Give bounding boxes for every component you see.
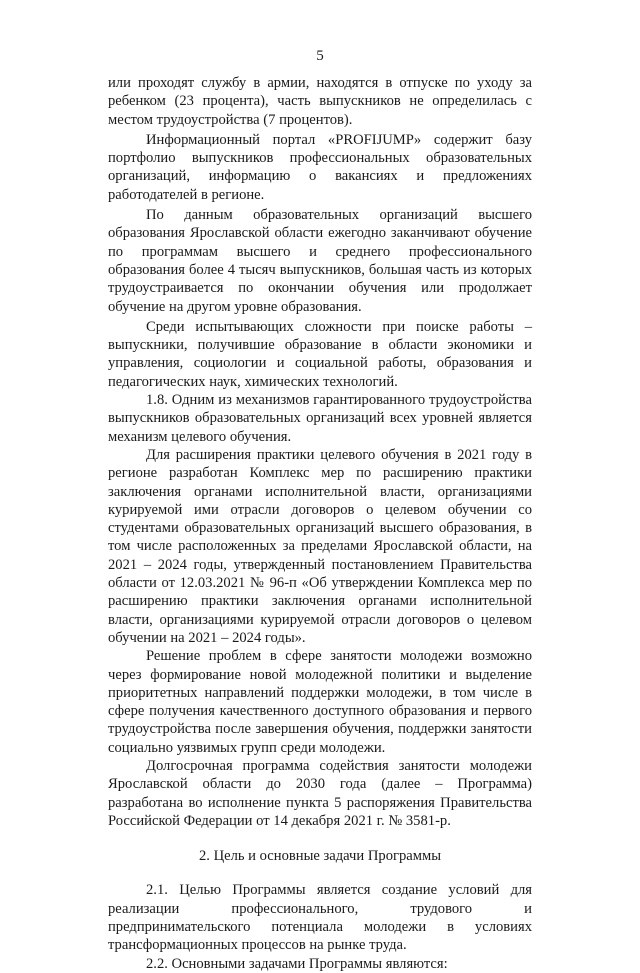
paragraph-higher-education: По данным образовательных организаций высшего образования Ярославской области ежегодно заканчивают обучение по программам высшего и среднего профессионального образования более 4 тысяч выпускников, большая часть из которых трудоустраивается по окончании обучения или продолжает обучение на другом уровне образования.	[108, 207, 532, 315]
paragraph-continuation: или проходят службу в армии, находятся в отпуске по уходу за ребенком (23 процента), часть выпускников не определилась с местом трудоустройства (7 процентов).	[108, 75, 532, 128]
paragraph-youth-employment-problems: Решение проблем в сфере занятости молодежи возможно через формирование новой молодежной политики и выделение приоритетных направлений поддержки молодежи, в том числе в сфере получения качественного доступного образования и первого трудоустройства после завершения обучения, поддержки занятости социально уязвимых групп среди молодежи.	[108, 648, 532, 756]
section-heading: 2. Цель и основные задачи Программы	[198, 848, 442, 865]
paragraph-measures-complex: Для расширения практики целевого обучения в 2021 году в регионе разработан Комплекс мер по расширению практики заключения органами исполнительной власти, организациями курируемой ими отрасли договоров о целевом обучении со студентами образовательных организаций высшего образования, в том числе расположенных за пределами Ярославской области, на 2021 – 2024 годы, утвержденный постановлением Правительства области от 12.03.2021 № 96-п «Об утверждении Комплекса мер по расширению практики заключения органами исполнительной власти, организациями курируемой отрасли договоров о целевом обучении на 2021 – 2024 годы».	[108, 446, 532, 646]
paragraph-program-tasks: 2.2. Основными задачами Программы являются:	[146, 955, 448, 972]
paragraph-long-term-program: Долгосрочная программа содействия занятости молодежи Ярославской области до 2030 года (далее – Программа) разработана во исполнение пункта 5 распоряжения Правительства Российской Федерации от 14 декабря 2021 г. № 3581-р.	[108, 757, 532, 829]
page-number: 5	[316, 48, 324, 64]
paragraph-job-search-difficulties: Среди испытывающих сложности при поиске работы – выпускники, получившие образование в области экономики и управления, социологии и социальной работы, образования и педагогических наук, химических технологий.	[108, 318, 532, 390]
paragraph-targeted-training: 1.8. Одним из механизмов гарантированного трудоустройства выпускников образовательных организаций всех уровней является механизм целевого обучения.	[108, 392, 532, 445]
paragraph-profijump: Информационный портал «PROFIJUMP» содержит базу портфолио выпускников профессиональных образовательных организаций, информацию о вакансиях и предложениях работодателей в регионе.	[108, 131, 532, 203]
paragraph-program-goal: 2.1. Целью Программы является создание условий для реализации профессионального, трудового и предпринимательского потенциала молодежи в условиях трансформационных процессов на рынке труда.	[108, 882, 532, 954]
document-body	[108, 74, 532, 973]
